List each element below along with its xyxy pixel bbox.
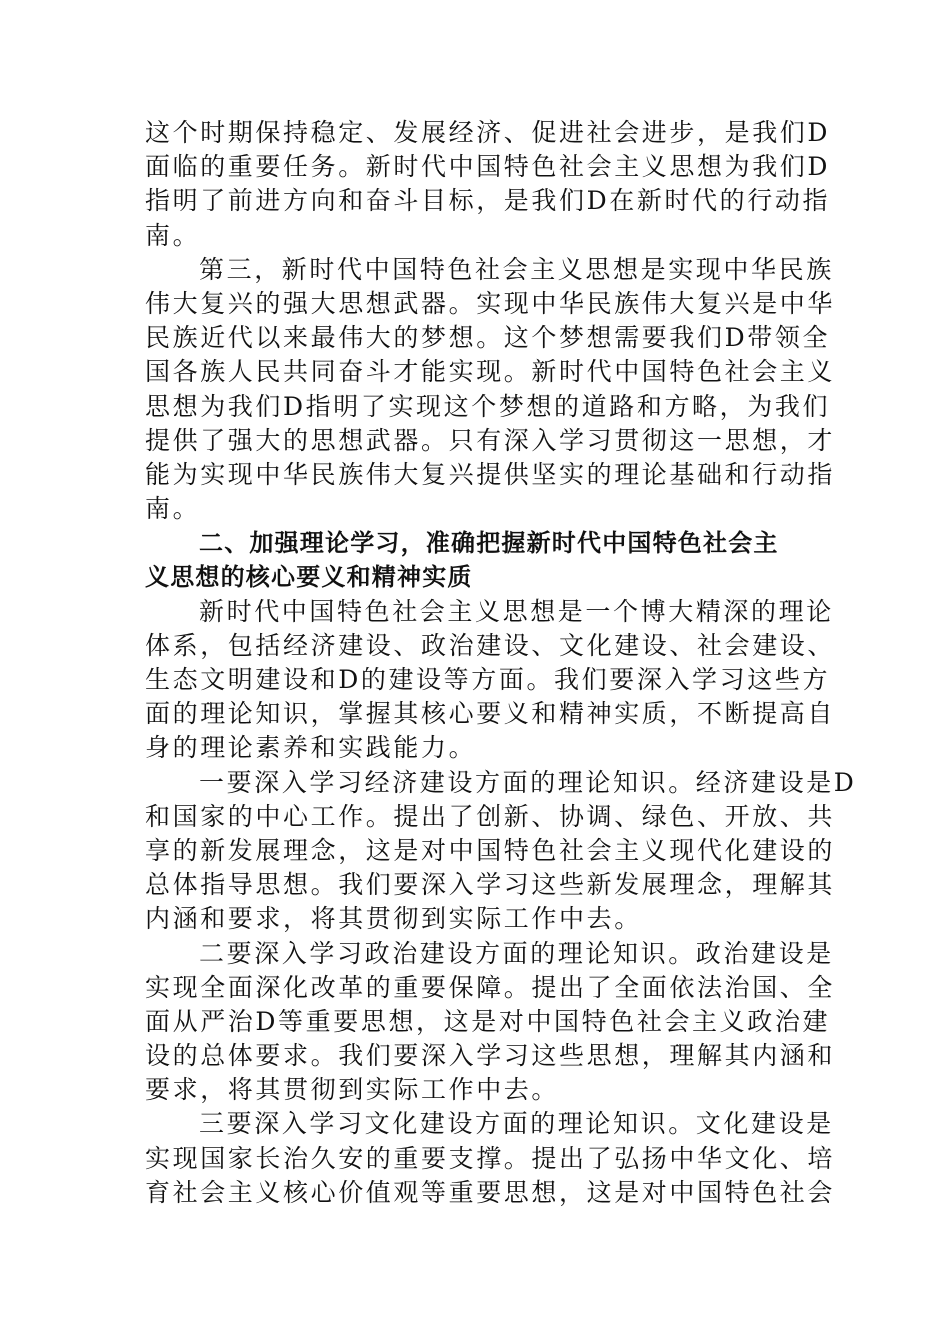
heading-line: 二、加强理论学习，准确把握新时代中国特色社会主: [199, 529, 779, 558]
text-line: 内涵和要求，将其贯彻到实际工作中去。: [145, 904, 642, 934]
paragraph-4: [145, 766, 857, 937]
text-line: 实现全面深化改革的重要保障。提出了全面依法治国、全: [145, 972, 836, 1002]
text-line: 第三，新时代中国特色社会主义思想是实现中华民族: [199, 254, 834, 284]
text-line: 三要深入学习文化建设方面的理论知识。文化建设是: [199, 1109, 834, 1139]
text-line: 指明了前进方向和奋斗目标，是我们D在新时代的行动指: [145, 186, 831, 216]
text-line: 面临的重要任务。新时代中国特色社会主义思想为我们D: [145, 152, 831, 182]
text-line: 实现国家长治久安的重要支撑。提出了弘扬中华文化、培: [145, 1143, 836, 1173]
text-line: 新时代中国特色社会主义思想是一个博大精深的理论: [199, 596, 834, 626]
text-line: 二要深入学习政治建设方面的理论知识。政治建设是: [199, 938, 834, 968]
heading-line: 义思想的核心要义和精神实质: [145, 563, 473, 592]
document-page: [145, 116, 857, 1210]
text-line: 生态文明建设和D的建设等方面。我们要深入学习这些方: [145, 665, 831, 694]
text-line: 国各族人民共同奋斗才能实现。新时代中国特色社会主义: [145, 357, 836, 387]
text-line: 体系，包括经济建设、政治建设、文化建设、社会建设、: [145, 630, 836, 660]
text-line: 育社会主义核心价值观等重要思想，这是对中国特色社会: [145, 1177, 836, 1207]
paragraph-2: [145, 253, 836, 527]
text-line: 南。: [145, 220, 201, 250]
text-line: 思想为我们D指明了实现这个梦想的道路和方略，为我们: [145, 391, 831, 421]
text-line: 提供了强大的思想武器。只有深入学习贯彻这一思想，才: [145, 425, 836, 455]
text-line: 这个时期保持稳定、发展经济、促进社会进步，是我们D: [145, 118, 831, 147]
text-line: 享的新发展理念，这是对中国特色社会主义现代化建设的: [145, 835, 836, 865]
text-line: 民族近代以来最伟大的梦想。这个梦想需要我们D带领全: [145, 323, 831, 353]
text-line: 总体指导思想。我们要深入学习这些新发展理念，理解其: [145, 870, 836, 900]
section-heading: [145, 526, 807, 594]
paragraph-3: [145, 595, 836, 766]
text-line: 伟大复兴的强大思想武器。实现中华民族伟大复兴是中华: [145, 288, 836, 318]
text-line: 一要深入学习经济建设方面的理论知识。经济建设是D: [199, 767, 857, 797]
text-line: 南。: [145, 494, 201, 524]
text-line: 和国家的中心工作。提出了创新、协调、绿色、开放、共: [145, 801, 836, 831]
text-line: 能为实现中华民族伟大复兴提供坚实的理论基础和行动指: [145, 459, 836, 489]
text-line: 身的理论素养和实践能力。: [145, 733, 477, 763]
text-line: 面的理论知识，掌握其核心要义和精神实质，不断提高自: [145, 699, 836, 729]
text-line: 面从严治D等重要思想，这是对中国特色社会主义政治建: [145, 1006, 831, 1036]
text-line: 设的总体要求。我们要深入学习这些思想，理解其内涵和: [145, 1041, 836, 1071]
paragraph-6: [145, 1107, 836, 1210]
paragraph-1: [145, 116, 831, 253]
paragraph-5: [145, 937, 836, 1108]
text-line: 要求，将其贯彻到实际工作中去。: [145, 1075, 560, 1105]
